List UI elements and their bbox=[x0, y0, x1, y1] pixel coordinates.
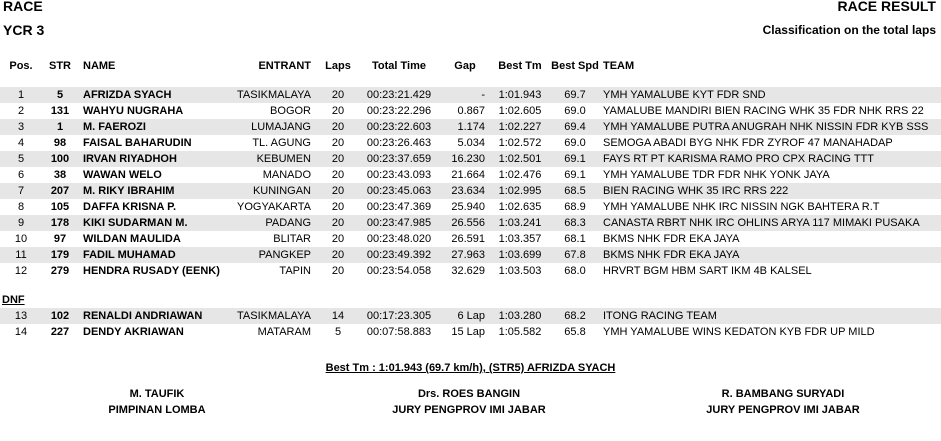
cell-gap: 32.629 bbox=[440, 263, 490, 279]
table-row bbox=[0, 199, 941, 215]
cell-team: YMH YAMALUBE PUTRA ANUGRAH NHK NISSIN FDR KYB SSS bbox=[600, 119, 941, 135]
cell-team: YMH YAMALUBE NHK IRC NISSIN NGK BAHTERA R.T bbox=[600, 199, 941, 215]
cell-best-tm: 1:02.605 bbox=[490, 103, 550, 119]
signature-block bbox=[27, 386, 287, 418]
cell-str: 98 bbox=[42, 135, 78, 151]
table-row bbox=[0, 103, 941, 119]
cell-pos: 12 bbox=[0, 263, 42, 279]
cell-pos: 13 bbox=[0, 308, 42, 324]
cell-str: 279 bbox=[42, 263, 78, 279]
cell-best-spd: 67.8 bbox=[550, 247, 600, 263]
cell-total-time: 00:23:22.603 bbox=[358, 119, 440, 135]
cell-pos: 8 bbox=[0, 199, 42, 215]
cell-best-spd: 68.3 bbox=[550, 215, 600, 231]
cell-laps: 20 bbox=[318, 231, 358, 247]
cell-entrant: KEBUMEN bbox=[228, 151, 318, 167]
cell-best-tm: 1:02.995 bbox=[490, 183, 550, 199]
signature-role: JURY PENGPROV IMI JABAR bbox=[392, 404, 546, 416]
col-header-total-time: Total Time bbox=[372, 60, 426, 72]
table-row bbox=[0, 263, 941, 279]
best-lap-summary: Best Tm : 1:01.943 (69.7 km/h), (STR5) AFRIZDA SYACH bbox=[325, 362, 616, 374]
cell-total-time: 00:23:37.659 bbox=[358, 151, 440, 167]
cell-name: RENALDI ANDRIAWAN bbox=[78, 308, 228, 324]
cell-name: FAISAL BAHARUDIN bbox=[78, 135, 228, 151]
table-row bbox=[0, 247, 941, 263]
table-row bbox=[0, 87, 941, 103]
table-row bbox=[0, 215, 941, 231]
cell-str: 97 bbox=[42, 231, 78, 247]
cell-laps: 20 bbox=[318, 135, 358, 151]
result-title: RACE RESULT bbox=[837, 0, 936, 14]
col-header-str: STR bbox=[49, 60, 71, 72]
cell-laps: 20 bbox=[318, 199, 358, 215]
col-header-best-tm: Best Tm bbox=[498, 60, 542, 72]
col-header-laps: Laps bbox=[325, 60, 351, 72]
cell-pos: 6 bbox=[0, 167, 42, 183]
table-row bbox=[0, 324, 941, 340]
cell-entrant: MANADO bbox=[228, 167, 318, 183]
cell-best-spd: 69.7 bbox=[550, 87, 600, 103]
signature-name: R. BAMBANG SURYADI bbox=[721, 388, 845, 400]
cell-team: HRVRT BGM HBM SART IKM 4B KALSEL bbox=[600, 263, 941, 279]
cell-name: AFRIZDA SYACH bbox=[78, 87, 228, 103]
table-row bbox=[0, 167, 941, 183]
cell-gap: 26.591 bbox=[440, 231, 490, 247]
result-subtitle: Classification on the total laps bbox=[762, 23, 936, 37]
cell-best-spd: 69.0 bbox=[550, 103, 600, 119]
cell-laps: 14 bbox=[318, 308, 358, 324]
cell-best-tm: 1:03.357 bbox=[490, 231, 550, 247]
cell-gap: 26.556 bbox=[440, 215, 490, 231]
cell-total-time: 00:23:49.392 bbox=[358, 247, 440, 263]
cell-best-tm: 1:03.280 bbox=[490, 308, 550, 324]
cell-entrant: PADANG bbox=[228, 215, 318, 231]
signature-name: M. TAUFIK bbox=[129, 388, 185, 400]
cell-total-time: 00:23:43.093 bbox=[358, 167, 440, 183]
row-spacer bbox=[0, 279, 941, 292]
cell-laps: 20 bbox=[318, 87, 358, 103]
cell-pos: 10 bbox=[0, 231, 42, 247]
cell-best-tm: 1:02.635 bbox=[490, 199, 550, 215]
cell-team: YMH YAMALUBE KYT FDR SND bbox=[600, 87, 941, 103]
cell-best-tm: 1:01.943 bbox=[490, 87, 550, 103]
cell-pos: 11 bbox=[0, 247, 42, 263]
dnf-heading: DNF bbox=[0, 292, 941, 308]
cell-gap: 27.963 bbox=[440, 247, 490, 263]
cell-team: CANASTA RBRT NHK IRC OHLINS ARYA 117 MIMAKI PUSAKA bbox=[600, 215, 941, 231]
cell-name: DENDY AKRIAWAN bbox=[78, 324, 228, 340]
cell-best-tm: 1:05.582 bbox=[490, 324, 550, 340]
table-row bbox=[0, 183, 941, 199]
cell-name: WAHYU NUGRAHA bbox=[78, 103, 228, 119]
cell-str: 102 bbox=[42, 308, 78, 324]
cell-best-spd: 68.5 bbox=[550, 183, 600, 199]
cell-pos: 2 bbox=[0, 103, 42, 119]
signature-block bbox=[339, 386, 599, 418]
dnf-heading-row bbox=[0, 292, 941, 308]
cell-str: 38 bbox=[42, 167, 78, 183]
signature-role: JURY PENGPROV IMI JABAR bbox=[706, 404, 860, 416]
cell-best-spd: 68.1 bbox=[550, 231, 600, 247]
cell-best-spd: 69.1 bbox=[550, 167, 600, 183]
cell-best-tm: 1:02.572 bbox=[490, 135, 550, 151]
cell-entrant: TAPIN bbox=[228, 263, 318, 279]
cell-str: 1 bbox=[42, 119, 78, 135]
cell-best-tm: 1:03.241 bbox=[490, 215, 550, 231]
cell-total-time: 00:17:23.305 bbox=[358, 308, 440, 324]
cell-gap: 25.940 bbox=[440, 199, 490, 215]
cell-str: 227 bbox=[42, 324, 78, 340]
event-label: YCR 3 bbox=[3, 22, 45, 38]
cell-entrant: TL. AGUNG bbox=[228, 135, 318, 151]
cell-entrant: LUMAJANG bbox=[228, 119, 318, 135]
race-label: RACE bbox=[3, 0, 43, 14]
row-spacer bbox=[0, 74, 941, 87]
cell-best-spd: 69.0 bbox=[550, 135, 600, 151]
cell-name: M. RIKY IBRAHIM bbox=[78, 183, 228, 199]
cell-total-time: 00:23:48.020 bbox=[358, 231, 440, 247]
cell-laps: 20 bbox=[318, 119, 358, 135]
cell-pos: 3 bbox=[0, 119, 42, 135]
col-header-gap: Gap bbox=[454, 60, 476, 72]
col-header-name: NAME bbox=[83, 60, 116, 72]
cell-team: YMH YAMALUBE TDR FDR NHK YONK JAYA bbox=[600, 167, 941, 183]
cell-name: WAWAN WELO bbox=[78, 167, 228, 183]
cell-best-tm: 1:02.227 bbox=[490, 119, 550, 135]
cell-best-spd: 69.1 bbox=[550, 151, 600, 167]
cell-entrant: BLITAR bbox=[228, 231, 318, 247]
cell-str: 131 bbox=[42, 103, 78, 119]
cell-name: IRVAN RIYADHOH bbox=[78, 151, 228, 167]
cell-team: YAMALUBE MANDIRI BIEN RACING WHK 35 FDR NHK RRS 22 bbox=[600, 103, 941, 119]
cell-pos: 9 bbox=[0, 215, 42, 231]
cell-laps: 20 bbox=[318, 167, 358, 183]
cell-best-tm: 1:02.501 bbox=[490, 151, 550, 167]
cell-team: YMH YAMALUBE WINS KEDATON KYB FDR UP MILD bbox=[600, 324, 941, 340]
cell-name: HENDRA RUSADY (EENK) bbox=[78, 263, 228, 279]
table-row bbox=[0, 119, 941, 135]
col-header-entrant: ENTRANT bbox=[258, 60, 311, 72]
cell-total-time: 00:23:47.985 bbox=[358, 215, 440, 231]
signature-name: Drs. ROES BANGIN bbox=[417, 388, 521, 400]
signature-role: PIMPINAN LOMBA bbox=[108, 404, 206, 416]
cell-str: 100 bbox=[42, 151, 78, 167]
table-row bbox=[0, 231, 941, 247]
cell-team: BKMS NHK FDR EKA JAYA bbox=[600, 231, 941, 247]
cell-best-tm: 1:03.503 bbox=[490, 263, 550, 279]
cell-str: 105 bbox=[42, 199, 78, 215]
cell-entrant: TASIKMALAYA bbox=[228, 308, 318, 324]
cell-name: DAFFA KRISNA P. bbox=[78, 199, 228, 215]
cell-str: 5 bbox=[42, 87, 78, 103]
cell-entrant: KUNINGAN bbox=[228, 183, 318, 199]
cell-laps: 20 bbox=[318, 247, 358, 263]
cell-best-spd: 68.2 bbox=[550, 308, 600, 324]
cell-laps: 20 bbox=[318, 183, 358, 199]
cell-entrant: BOGOR bbox=[228, 103, 318, 119]
cell-gap: 6 Lap bbox=[440, 308, 490, 324]
results-table bbox=[0, 58, 941, 340]
cell-total-time: 00:23:26.463 bbox=[358, 135, 440, 151]
cell-team: BKMS NHK FDR EKA JAYA bbox=[600, 247, 941, 263]
cell-str: 179 bbox=[42, 247, 78, 263]
cell-gap: 0.867 bbox=[440, 103, 490, 119]
cell-laps: 20 bbox=[318, 151, 358, 167]
cell-total-time: 00:07:58.883 bbox=[358, 324, 440, 340]
cell-total-time: 00:23:54.058 bbox=[358, 263, 440, 279]
cell-name: WILDAN MAULIDA bbox=[78, 231, 228, 247]
cell-gap: 21.664 bbox=[440, 167, 490, 183]
cell-total-time: 00:23:22.296 bbox=[358, 103, 440, 119]
cell-team: SEMOGA ABADI BYG NHK FDR ZYROF 47 MANAHADAP bbox=[600, 135, 941, 151]
cell-gap: 16.230 bbox=[440, 151, 490, 167]
cell-entrant: TASIKMALAYA bbox=[228, 87, 318, 103]
cell-entrant: YOGYAKARTA bbox=[228, 199, 318, 215]
cell-total-time: 00:23:45.063 bbox=[358, 183, 440, 199]
table-row bbox=[0, 308, 941, 324]
row-spacer-cell bbox=[0, 74, 941, 87]
cell-laps: 20 bbox=[318, 103, 358, 119]
cell-laps: 5 bbox=[318, 324, 358, 340]
row-spacer-cell bbox=[0, 279, 941, 292]
cell-entrant: PANGKEP bbox=[228, 247, 318, 263]
cell-gap: - bbox=[440, 87, 490, 103]
cell-gap: 23.634 bbox=[440, 183, 490, 199]
cell-team: FAYS RT PT KARISMA RAMO PRO CPX RACING TTT bbox=[600, 151, 941, 167]
cell-best-spd: 68.9 bbox=[550, 199, 600, 215]
cell-gap: 15 Lap bbox=[440, 324, 490, 340]
table-row bbox=[0, 135, 941, 151]
cell-gap: 1.174 bbox=[440, 119, 490, 135]
col-header-best-spd: Best Spd bbox=[551, 60, 599, 72]
signature-block bbox=[653, 386, 913, 418]
cell-name: M. FAEROZI bbox=[78, 119, 228, 135]
cell-entrant: MATARAM bbox=[228, 324, 318, 340]
cell-name: KIKI SUDARMAN M. bbox=[78, 215, 228, 231]
col-header-team: TEAM bbox=[603, 60, 635, 72]
cell-pos: 14 bbox=[0, 324, 42, 340]
cell-laps: 20 bbox=[318, 215, 358, 231]
table-header-row bbox=[0, 58, 941, 74]
cell-team: ITONG RACING TEAM bbox=[600, 308, 941, 324]
cell-best-tm: 1:03.699 bbox=[490, 247, 550, 263]
cell-best-tm: 1:02.476 bbox=[490, 167, 550, 183]
cell-str: 207 bbox=[42, 183, 78, 199]
cell-best-spd: 68.0 bbox=[550, 263, 600, 279]
cell-name: FADIL MUHAMAD bbox=[78, 247, 228, 263]
cell-team: BIEN RACING WHK 35 IRC RRS 222 bbox=[600, 183, 941, 199]
cell-gap: 5.034 bbox=[440, 135, 490, 151]
cell-total-time: 00:23:47.369 bbox=[358, 199, 440, 215]
cell-best-spd: 65.8 bbox=[550, 324, 600, 340]
cell-pos: 4 bbox=[0, 135, 42, 151]
cell-pos: 1 bbox=[0, 87, 42, 103]
cell-str: 178 bbox=[42, 215, 78, 231]
table-row bbox=[0, 151, 941, 167]
cell-pos: 5 bbox=[0, 151, 42, 167]
cell-laps: 20 bbox=[318, 263, 358, 279]
cell-best-spd: 69.4 bbox=[550, 119, 600, 135]
cell-pos: 7 bbox=[0, 183, 42, 199]
col-header-pos: Pos. bbox=[9, 60, 33, 72]
cell-total-time: 00:23:21.429 bbox=[358, 87, 440, 103]
